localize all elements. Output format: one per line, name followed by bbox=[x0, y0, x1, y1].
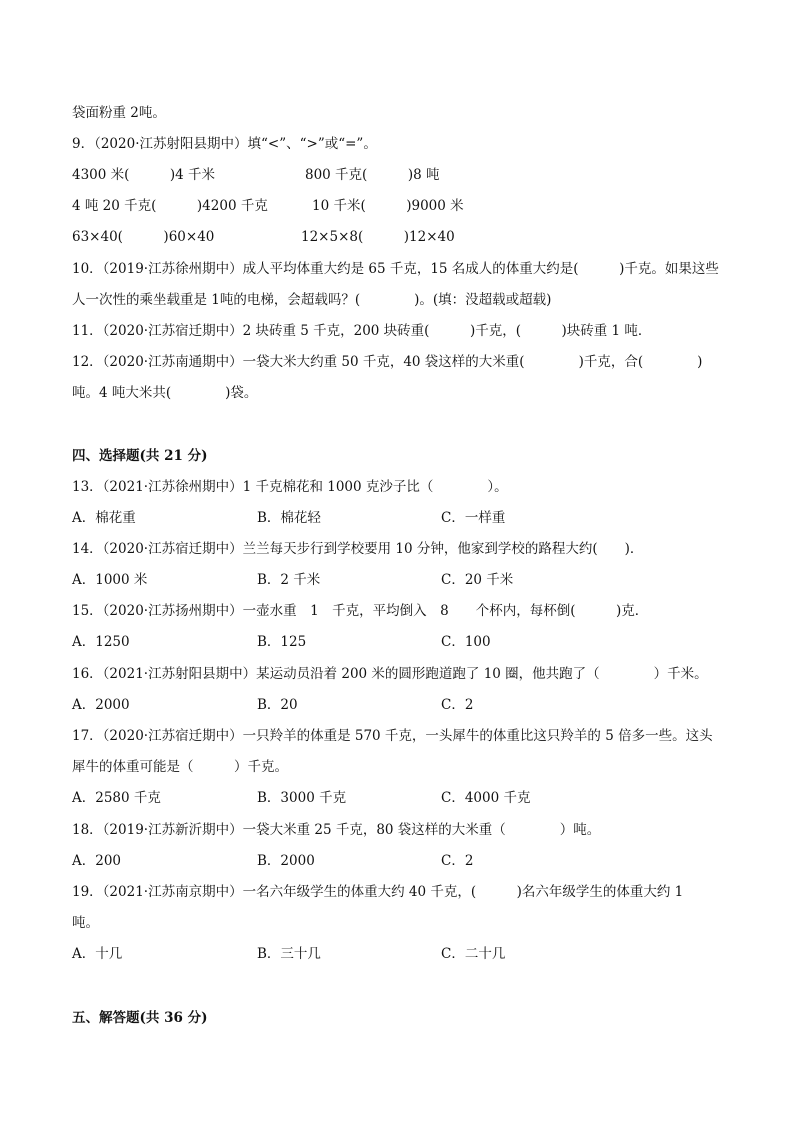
option-a: A．200 bbox=[72, 853, 122, 869]
option-b: B．3000 千克 bbox=[257, 790, 347, 806]
option-b: B．125 bbox=[257, 634, 307, 650]
option-c: C．2 bbox=[441, 853, 474, 869]
option-a: A．1250 bbox=[72, 634, 130, 650]
question-9: 9．（2020·江苏射阳县期中）填“<”、“>”或“=”。 bbox=[72, 136, 377, 152]
question-14: 14．（2020·江苏宿迁期中）兰兰每天步行到学校要用 10 分钟，他家到学校的路程大约( )． bbox=[72, 541, 644, 557]
question-17-cont: 犀牛的体重可能是（ ）千克。 bbox=[72, 759, 288, 775]
option-c: C．4000 千克 bbox=[441, 790, 531, 806]
option-c: C．二十几 bbox=[441, 946, 506, 962]
option-b: B．三十几 bbox=[257, 946, 321, 962]
option-a: A．1000 米 bbox=[72, 572, 148, 588]
option-c: C．一样重 bbox=[441, 510, 506, 526]
question-18: 18．（2019·江苏新沂期中）一袋大米重 25 千克，80 袋这样的大米重（ ）吨。 bbox=[72, 822, 601, 838]
continuation-text: 袋面粉重 2吨。 bbox=[72, 105, 166, 121]
option-b: B．2 千米 bbox=[257, 572, 321, 588]
option-a: A．十几 bbox=[72, 946, 123, 962]
compare-right-2: 10 千米( )9000 米 bbox=[312, 198, 464, 214]
option-b: B．2000 bbox=[257, 853, 315, 869]
question-19-cont: 吨。 bbox=[72, 915, 99, 931]
question-12-cont: 吨。4 吨大米共( )袋。 bbox=[72, 385, 258, 401]
option-c: C．2 bbox=[441, 697, 474, 713]
section-heading-answer: 五、解答题(共 36 分) bbox=[72, 1010, 208, 1026]
question-16: 16．（2021·江苏射阳县期中）某运动员沿着 200 米的圆形跑道跑了 10 圈，他共跑了（ ）千米。 bbox=[72, 666, 708, 682]
compare-left-3: 63×40( )60×40 bbox=[72, 229, 215, 245]
compare-right-1: 800 千克( )8 吨 bbox=[305, 167, 440, 183]
compare-right-3: 12×5×8( )12×40 bbox=[301, 229, 455, 245]
question-17: 17．（2020·江苏宿迁期中）一只羚羊的体重是 570 千克，一头犀牛的体重比这只羚羊的 5 倍多一些。这头 bbox=[72, 728, 713, 744]
option-a: A．棉花重 bbox=[72, 510, 136, 526]
section-heading-choice: 四、选择题(共 21 分) bbox=[72, 448, 208, 464]
option-a: A．2000 bbox=[72, 697, 130, 713]
option-a: A．2580 千克 bbox=[72, 790, 161, 806]
question-15: 15．（2020·江苏扬州期中）一壶水重 1 千克，平均倒入 8 个杯内，每杯倒( )克． bbox=[72, 603, 649, 619]
compare-left-1: 4300 米( )4 千米 bbox=[72, 167, 216, 183]
question-10: 10．（2019·江苏徐州期中）成人平均体重大约是 65 千克，15 名成人的体重大约是( )千克。如果这些 bbox=[72, 261, 719, 277]
option-c: C．100 bbox=[441, 634, 491, 650]
question-10-cont: 人一次性的乘坐载重是 1吨的电梯，会超载吗？( )。(填：没超载或超载) bbox=[72, 292, 552, 308]
compare-left-2: 4 吨 20 千克( )4200 千克 bbox=[72, 198, 268, 214]
option-b: B．20 bbox=[257, 697, 298, 713]
option-c: C．20 千米 bbox=[441, 572, 514, 588]
question-19: 19．（2021·江苏南京期中）一名六年级学生的体重大约 40 千克，( )名六年级学生的体重大约 1 bbox=[72, 884, 684, 900]
option-b: B．棉花轻 bbox=[257, 510, 321, 526]
question-11: 11．（2020·江苏宿迁期中）2 块砖重 5 千克，200 块砖重( )千克，( )块砖重 1 吨． bbox=[72, 323, 652, 339]
question-12: 12．（2020·江苏南通期中）一袋大米大约重 50 千克，40 袋这样的大米重( )千克，合( ) bbox=[72, 354, 703, 370]
question-13: 13．（2021·江苏徐州期中）1 千克棉花和 1000 克沙子比（ ）。 bbox=[72, 479, 508, 495]
